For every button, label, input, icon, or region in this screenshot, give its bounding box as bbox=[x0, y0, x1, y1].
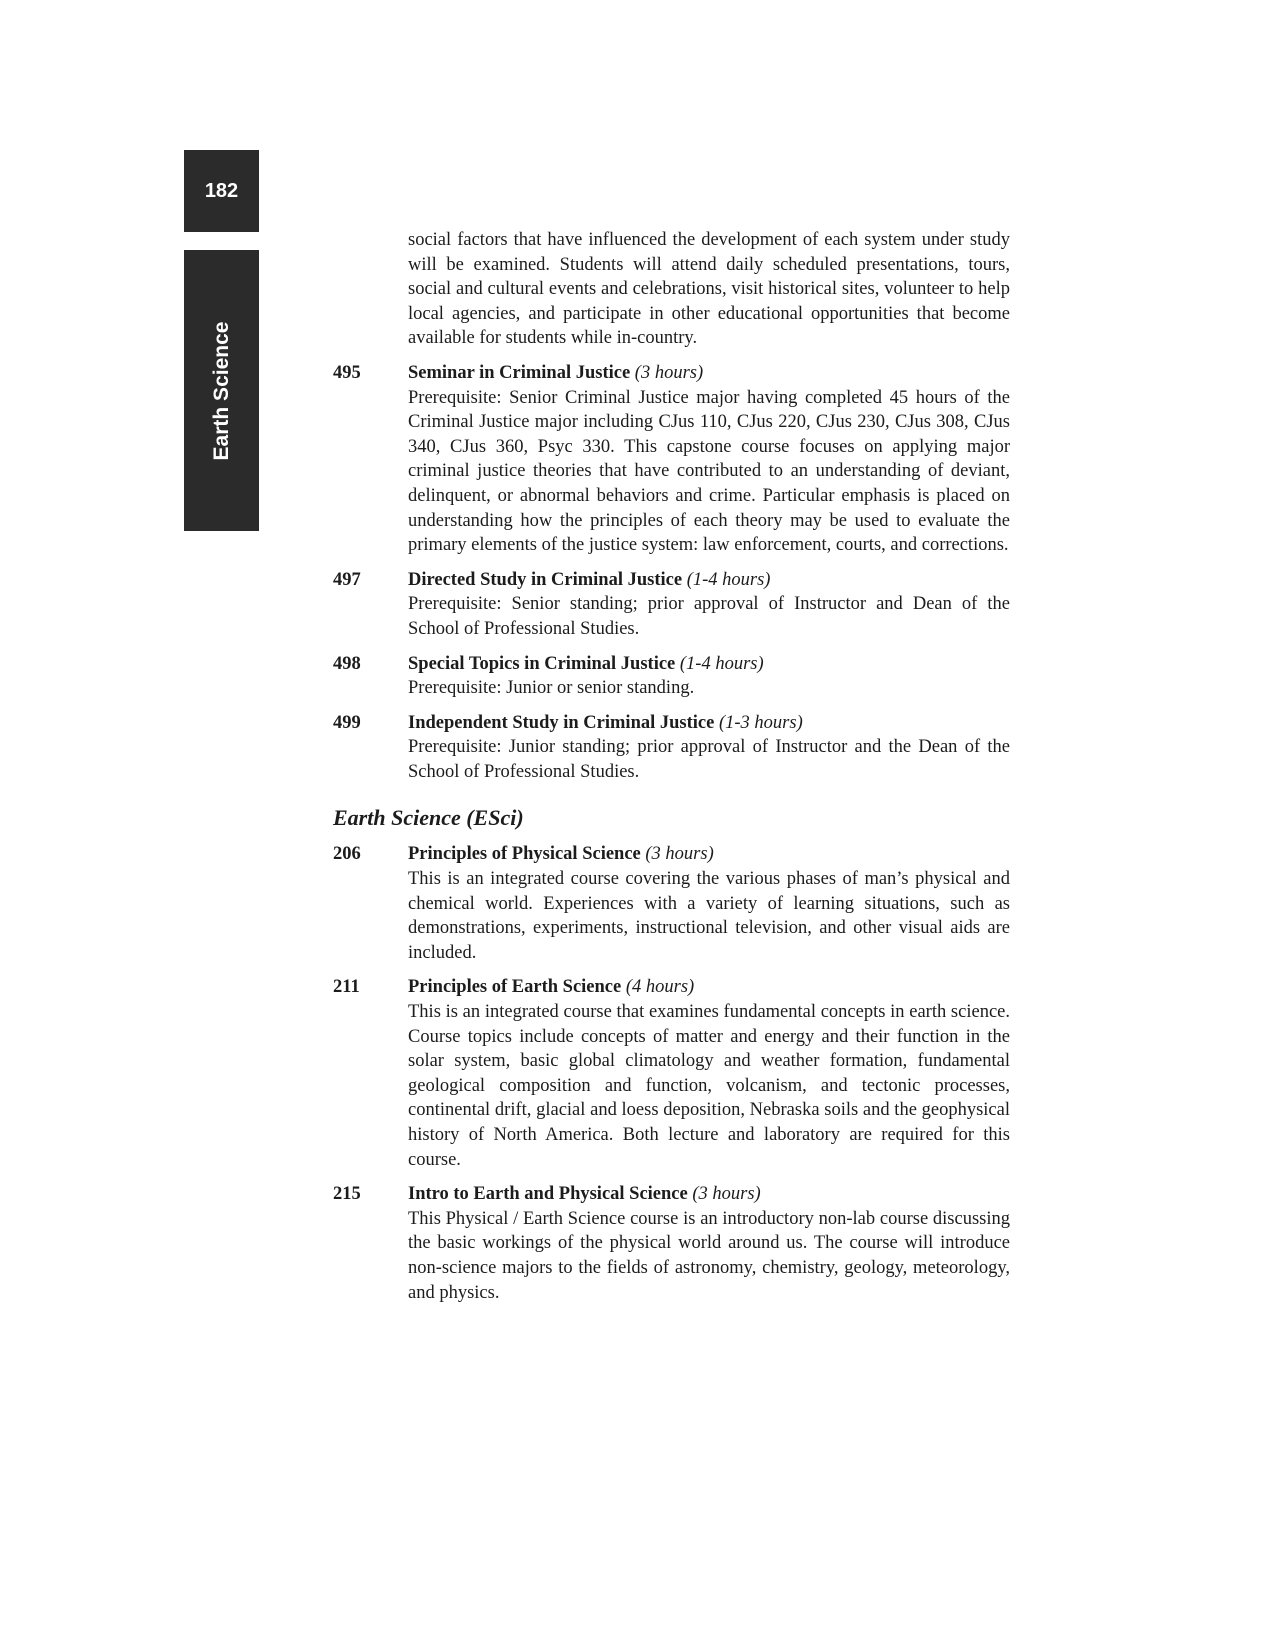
course-number: 498 bbox=[333, 653, 361, 674]
continued-description: social factors that have influenced the development of each system under study will be examined. Students will attend daily scheduled presentations, tours, social and cultural events and celebrations, visit historical sites, volunteer to help local agencies, and participate in other educational opportunities that become available for students while in-country. bbox=[408, 230, 1010, 349]
course-number: 215 bbox=[333, 1184, 361, 1205]
course-number: 211 bbox=[333, 977, 360, 998]
course-hours: (4 hours) bbox=[625, 977, 695, 998]
course-description: Prerequisite: Senior standing; prior approval of Instructor and Dean of the School of Professional Studies. bbox=[408, 594, 1010, 639]
course-title: Intro to Earth and Physical Science bbox=[408, 1184, 688, 1205]
course-entry bbox=[333, 842, 1010, 965]
course-entry bbox=[333, 568, 1010, 642]
course-description: Prerequisite: Junior or senior standing. bbox=[408, 678, 695, 699]
course-hours: (1-4 hours) bbox=[679, 653, 764, 674]
course-hours: (3 hours) bbox=[692, 1184, 761, 1205]
course-title: Directed Study in Criminal Justice bbox=[408, 569, 683, 590]
course-number: 206 bbox=[333, 844, 361, 865]
course-title: Seminar in Criminal Justice bbox=[408, 362, 631, 383]
course-hours: (1-4 hours) bbox=[686, 569, 771, 590]
course-description: Prerequisite: Junior standing; prior approval of Instructor and the Dean of the School of Professional Studies. bbox=[408, 737, 1010, 782]
page-content bbox=[333, 228, 1010, 1305]
course-entry bbox=[333, 652, 1010, 701]
course-entry bbox=[333, 975, 1010, 1172]
course-title: Special Topics in Criminal Justice bbox=[408, 653, 676, 674]
course-title: Principles of Physical Science bbox=[408, 844, 641, 865]
course-entry bbox=[333, 361, 1010, 558]
course-description: This Physical / Earth Science course is an introductory non-lab course discussing the basic workings of the physical world around us. The course will introduce non-science majors to the fields of astronomy, chemistry, geology, meteorology, and physics. bbox=[408, 1208, 1010, 1303]
section-heading: Earth Science (ESci) bbox=[333, 805, 524, 831]
section-tab bbox=[184, 250, 259, 531]
course-number: 495 bbox=[333, 362, 361, 383]
page-number: 182 bbox=[204, 179, 239, 202]
course-hours: (3 hours) bbox=[645, 844, 714, 865]
section-tab-label: Earth Science bbox=[209, 321, 233, 460]
course-hours: (1-3 hours) bbox=[718, 712, 803, 733]
course-number: 499 bbox=[333, 712, 361, 733]
course-description: Prerequisite: Senior Criminal Justice major having completed 45 hours of the Criminal Justice major including CJus 110, CJus 220, CJus 230, CJus 308, CJus 340, CJus 360, Psyc 330. This capstone course focuses on applying major criminal justice theories that have contributed to an understanding of deviant, delinquent, or abnormal behaviors and crime. Particular emphasis is placed on understanding how the principles of each theory may be used to evaluate the primary elements of the justice system: law enforcement, courts, and corrections. bbox=[408, 387, 1010, 556]
course-entry bbox=[333, 711, 1010, 785]
course-number: 497 bbox=[333, 569, 361, 590]
course-hours: (3 hours) bbox=[634, 362, 704, 383]
page-number-tab bbox=[184, 150, 259, 232]
course-entry bbox=[333, 1182, 1010, 1305]
course-title: Independent Study in Criminal Justice bbox=[408, 712, 715, 733]
course-description: This is an integrated course that examines fundamental concepts in earth science. Course topics include concepts of matter and energy and their function in the solar system, basic global climatology and weather formation, fundamental geological composition and function, volcanism, and tectonic processes, continental drift, glacial and loess deposition, Nebraska soils and the geophysical history of North America. Both lecture and laboratory are required for this course. bbox=[408, 1002, 1010, 1170]
course-title: Principles of Earth Science bbox=[408, 977, 622, 998]
course-description: This is an integrated course covering the various phases of man’s physical and chemical world. Experiences with a variety of learning situations, such as demonstrations, experiments, instructional television, and other visual aids are included. bbox=[408, 869, 1010, 963]
